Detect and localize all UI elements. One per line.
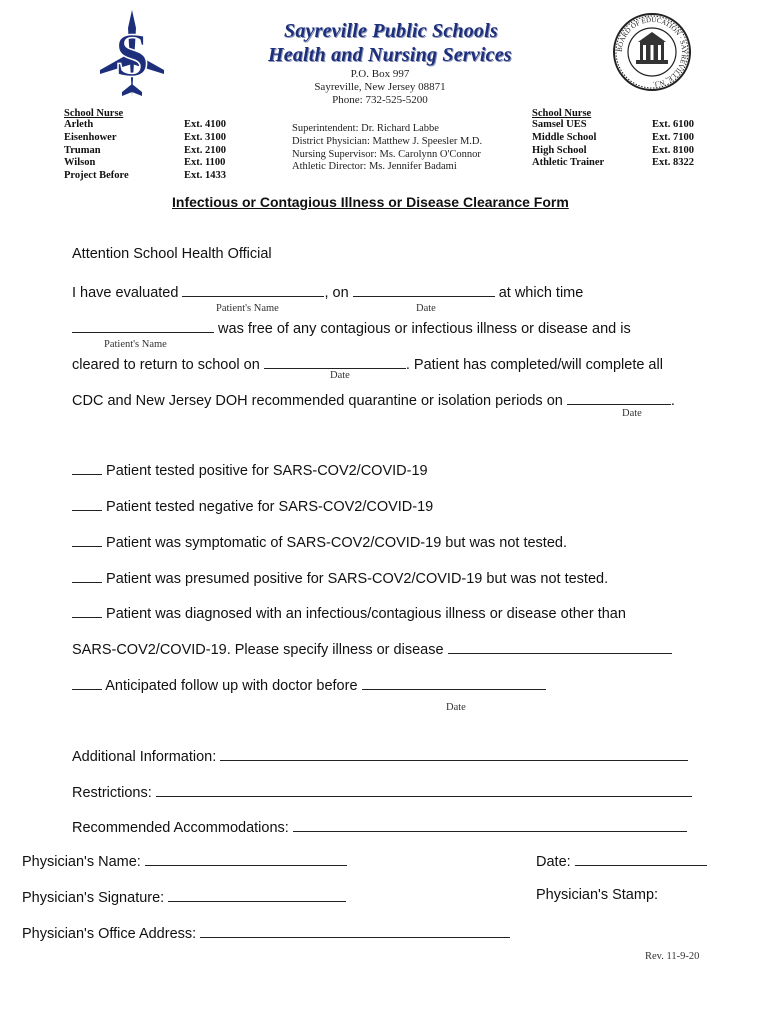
physician-signature-field[interactable] — [168, 887, 346, 902]
followup-date-field[interactable] — [362, 675, 546, 690]
list-item: Middle School Ext. 7100 — [532, 131, 694, 143]
date-label-2: Date — [330, 370, 350, 381]
return-to-school-line: cleared to return to school on . Patient has completed/will complete all — [72, 354, 663, 373]
left-nurse-heading: School Nurse — [64, 108, 124, 119]
office-address-field[interactable] — [200, 923, 510, 938]
attention-line: Attention School Health Official — [72, 246, 272, 262]
list-item: Samsel UES Ext. 6100 — [532, 119, 694, 130]
staff-list — [292, 123, 522, 174]
accommodations-line: Recommended Accommodations: — [72, 817, 687, 836]
seal-icon — [612, 12, 692, 92]
right-nurse-list — [532, 108, 702, 170]
physician-name-line: Physician's Name: — [22, 851, 347, 870]
date-label-3: Date — [622, 408, 642, 419]
patient-name-field-2[interactable] — [72, 318, 214, 333]
physician-name-field[interactable] — [145, 851, 347, 866]
revision-label: Rev. 11-9-20 — [645, 951, 700, 962]
physician-signature-line: Physician's Signature: — [22, 887, 346, 906]
address-block — [290, 68, 470, 107]
list-item: Truman Ext. 2100 — [64, 144, 226, 156]
restrictions-line: Restrictions: — [72, 782, 692, 801]
date-label: Date — [416, 303, 436, 314]
free-of-illness-line: was free of any contagious or infectious illness or disease and is — [72, 318, 631, 337]
check-blank-negative[interactable] — [72, 496, 102, 511]
check-positive: Patient tested positive for SARS-COV2/COVID-19 — [72, 460, 428, 479]
quarantine-date-field[interactable] — [567, 390, 671, 405]
quarantine-line: CDC and New Jersey DOH recommended quarantine or isolation periods on . — [72, 390, 675, 409]
list-item: Arleth Ext. 4100 — [64, 119, 226, 130]
list-item: Project Before Ext. 1433 — [64, 170, 226, 182]
staff-physician: District Physician: Matthew J. Speesler M.D. — [292, 135, 483, 147]
patient-name-label-2: Patient's Name — [104, 339, 167, 350]
specify-illness-line: SARS-COV2/COVID-19. Please specify illness or disease — [72, 639, 672, 658]
board-seal — [612, 12, 692, 92]
department-name: Health and Nursing Services — [268, 44, 512, 66]
physician-date-line: Date: — [536, 851, 707, 870]
address-po-box: P.O. Box 997 — [350, 68, 410, 80]
list-item: Eisenhower Ext. 3100 — [64, 131, 226, 143]
staff-nursing-supervisor: Nursing Supervisor: Ms. Carolynn O'Connor — [292, 148, 481, 160]
physician-stamp-label: Physician's Stamp: — [536, 887, 659, 903]
patient-name-label: Patient's Name — [216, 303, 279, 314]
right-nurse-heading: School Nurse — [532, 108, 592, 119]
followup-line: Anticipated follow up with doctor before — [72, 675, 546, 694]
specify-illness-field[interactable] — [448, 639, 672, 654]
district-name: Sayreville Public Schools — [284, 20, 498, 42]
check-blank-other[interactable] — [72, 603, 102, 618]
list-item: High School Ext. 8100 — [532, 144, 694, 156]
additional-info-line: Additional Information: — [72, 746, 688, 765]
check-presumed: Patient was presumed positive for SARS-COV2/COVID-19 but was not tested. — [72, 568, 608, 587]
check-blank-symptomatic[interactable] — [72, 532, 102, 547]
accommodations-field[interactable] — [293, 817, 687, 832]
staff-athletic-director: Athletic Director: Ms. Jennifer Badami — [292, 161, 457, 173]
physician-date-field[interactable] — [575, 851, 707, 866]
address-phone: Phone: 732-525-5200 — [332, 94, 428, 106]
return-date-field[interactable] — [264, 354, 406, 369]
district-logo — [96, 8, 168, 100]
check-blank-presumed[interactable] — [72, 568, 102, 583]
staff-superintendent: Superintendent: Dr. Richard Labbe — [292, 123, 439, 134]
logo-s-jet-icon — [96, 8, 168, 100]
list-item: Wilson Ext. 1100 — [64, 157, 226, 169]
check-blank-followup[interactable] — [72, 675, 102, 690]
form-title: Infectious or Contagious Illness or Disease Clearance Form — [172, 194, 569, 210]
evaluated-line: I have evaluated , on at which time — [72, 282, 583, 301]
restrictions-field[interactable] — [156, 782, 692, 797]
check-blank-positive[interactable] — [72, 460, 102, 475]
list-item: Athletic Trainer Ext. 8322 — [532, 157, 694, 169]
office-address-line: Physician's Office Address: — [22, 923, 510, 942]
patient-name-field[interactable] — [182, 282, 324, 297]
left-nurse-list — [64, 108, 234, 183]
evaluation-date-field[interactable] — [353, 282, 495, 297]
check-symptomatic: Patient was symptomatic of SARS-COV2/COVID-19 but was not tested. — [72, 532, 567, 551]
date-label-4: Date — [446, 702, 466, 713]
check-other-illness: Patient was diagnosed with an infectious/contagious illness or disease other than — [72, 603, 626, 622]
address-city: Sayreville, New Jersey 08871 — [314, 81, 446, 93]
additional-info-field[interactable] — [220, 746, 688, 761]
check-negative: Patient tested negative for SARS-COV2/COVID-19 — [72, 496, 433, 515]
svg-text:BOARD OF EDUCATION · SAYREVILL: BOARD OF EDUCATION · SAYREVILLE, N.J. — [615, 15, 689, 88]
svg-text:S: S — [114, 22, 150, 90]
